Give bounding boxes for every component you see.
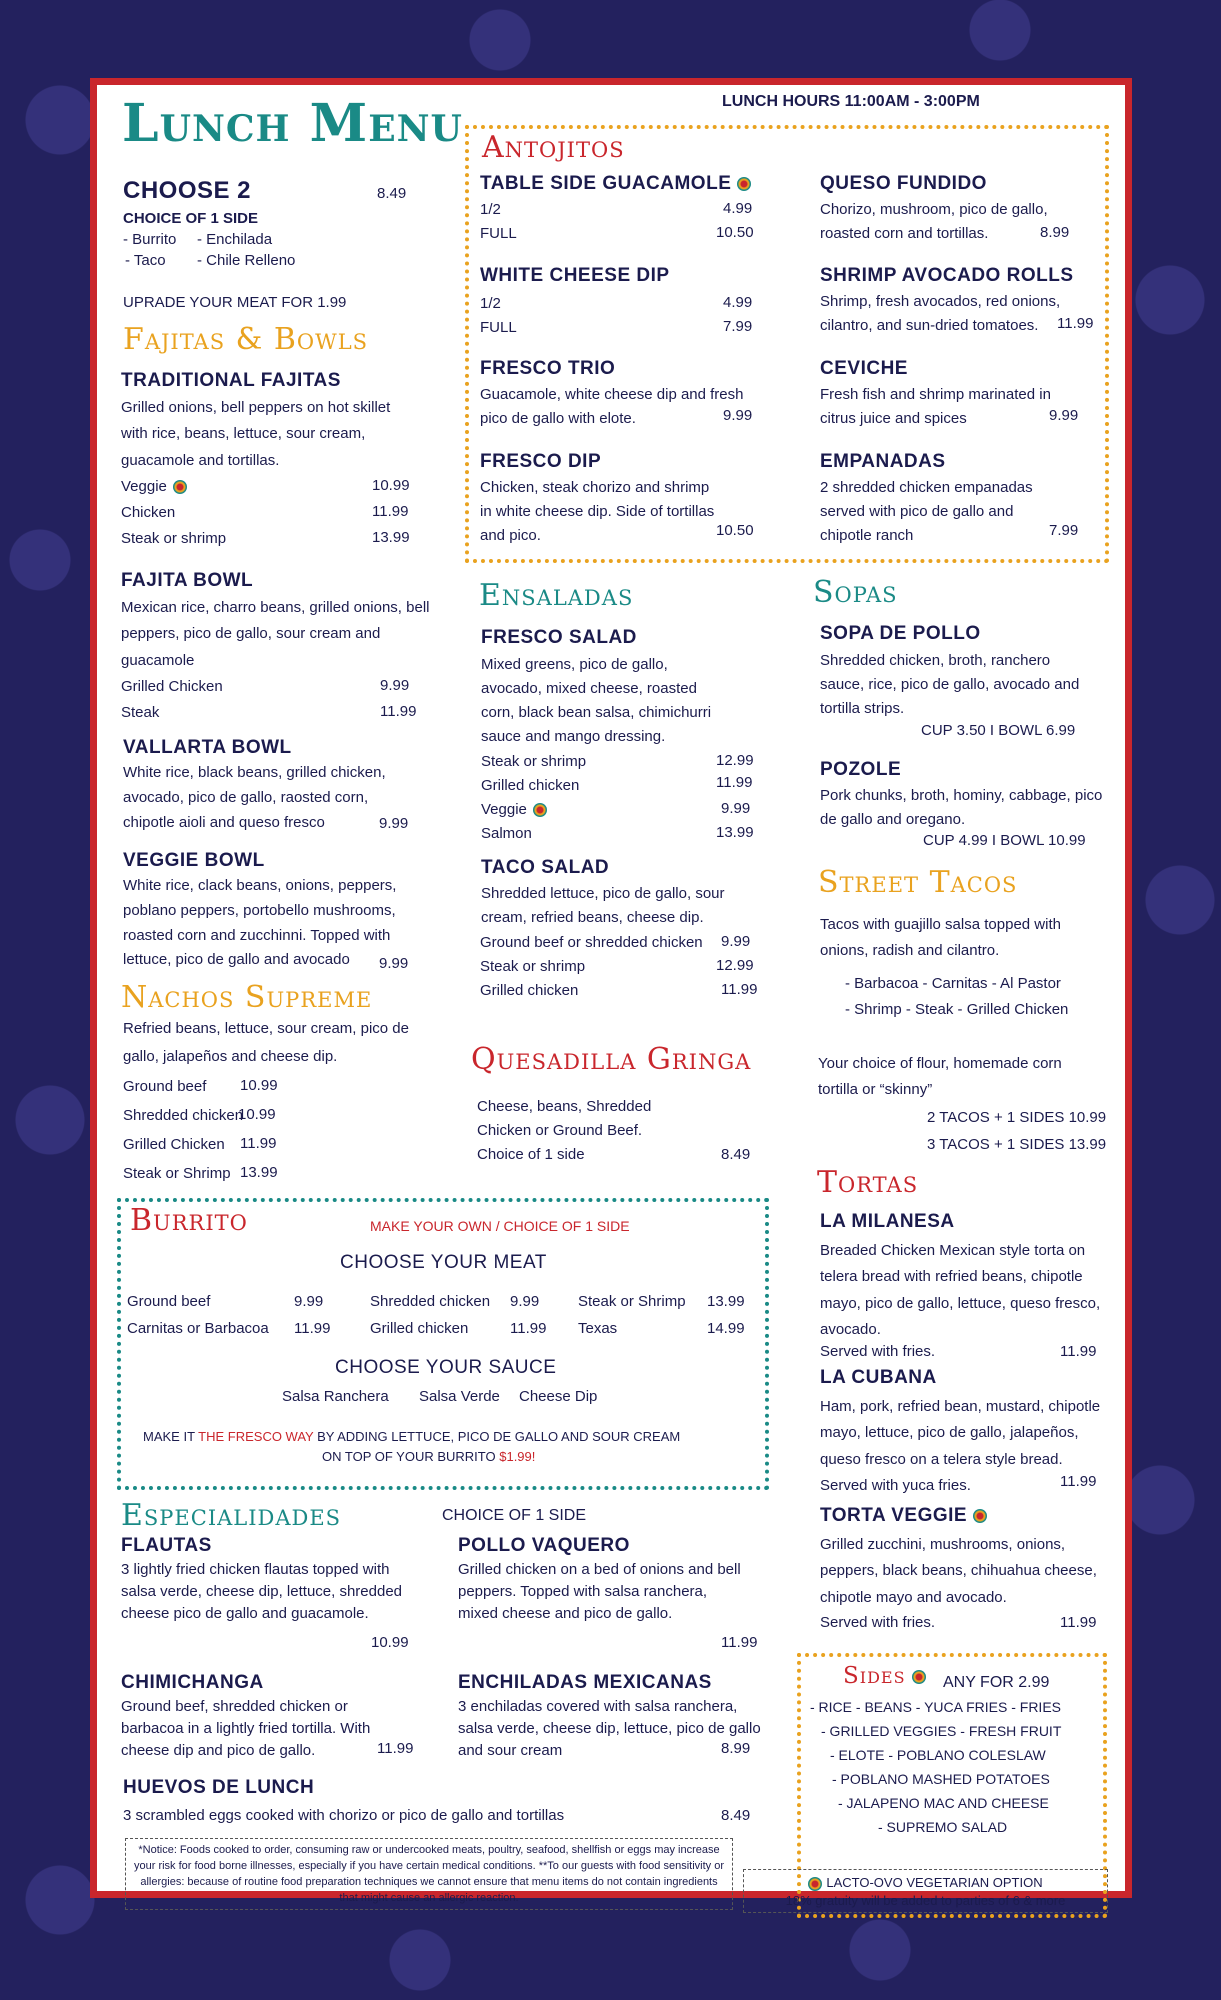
item-price: 8.49 xyxy=(721,1807,751,1824)
item-price: 10.50 xyxy=(716,522,754,539)
meat-label: Carnitas or Barbacoa xyxy=(127,1320,269,1337)
gratuity-note: 18% gratuity will be added to parties of 6 & more xyxy=(785,1892,1066,1908)
option-price: 10.99 xyxy=(238,1106,276,1123)
option-price: 12.99 xyxy=(716,957,754,974)
item-name: TORTA VEGGIE xyxy=(820,1505,987,1527)
option-price: 12.99 xyxy=(716,752,754,769)
taco-options: - Barbacoa - Carnitas - Al Pastor xyxy=(845,975,1061,992)
option-label: 1/2 xyxy=(480,295,501,312)
option-label: Shredded chicken xyxy=(123,1107,244,1124)
veggie-icon xyxy=(533,803,547,817)
side-option: - POBLANO MASHED POTATOES xyxy=(832,1771,1050,1787)
option-price: 11.99 xyxy=(716,774,753,791)
option-label: Steak or shrimp xyxy=(481,753,587,770)
option-label: FULL xyxy=(480,319,517,336)
meat-label: Shredded chicken xyxy=(370,1293,491,1310)
item-name: QUESO FUNDIDO xyxy=(820,173,987,194)
item-desc: Grilled onions, bell peppers on hot skillet with rice, beans, lettuce, sour cream, guacamole and tortillas. xyxy=(121,399,391,469)
meat-price: 11.99 xyxy=(510,1320,547,1337)
lunch-hours: LUNCH HOURS 11:00AM - 3:00PM xyxy=(722,93,980,110)
menu-card xyxy=(90,78,1132,1908)
item-name: ENCHILADAS MEXICANAS xyxy=(458,1672,712,1693)
item-desc: Guacamole, white cheese dip and fresh pico de gallo with elote. xyxy=(480,386,744,427)
option-label: 1/2 xyxy=(480,201,501,218)
option-label: Ground beef xyxy=(123,1078,207,1095)
item-desc: Ham, pork, refried bean, mustard, chipotle mayo, lettuce, pico de gallo, jalapeños, queso fresco on a telera style bread. Served with yuca fries. xyxy=(820,1398,1101,1494)
option-price: 7.99 xyxy=(723,318,753,335)
option-price: 9.99 xyxy=(721,933,751,950)
choose2-opt: - Taco xyxy=(125,252,166,269)
taco-options: - Shrimp - Steak - Grilled Chicken xyxy=(845,1001,1069,1018)
item-price: 11.99 xyxy=(1060,1473,1097,1490)
burrito-section-title: Burrito xyxy=(130,1203,248,1238)
item-price: 8.99 xyxy=(721,1740,751,1757)
item-name: TABLE SIDE GUACAMOLE xyxy=(480,173,751,195)
side-option: - GRILLED VEGGIES - FRESH FRUIT xyxy=(821,1723,1062,1739)
item-price: 8.49 xyxy=(721,1146,751,1163)
item-desc: Shrimp, fresh avocados, red onions, cilantro, and sun-dried tomatoes. xyxy=(820,293,1061,334)
item-name: FRESCO SALAD xyxy=(481,627,637,648)
option-price: 10.50 xyxy=(716,224,754,241)
option-price: 13.99 xyxy=(240,1164,278,1181)
item-desc: Chorizo, mushroom, pico de gallo, roasted corn and tortillas. xyxy=(820,201,1048,242)
meat-price: 9.99 xyxy=(294,1293,324,1310)
option-price: 9.99 xyxy=(380,677,410,694)
option-label: FULL xyxy=(480,225,517,242)
item-name: FAJITA BOWL xyxy=(121,570,254,591)
fresco-way-note: ON TOP OF YOUR BURRITO $1.99! xyxy=(322,1449,536,1464)
veggie-icon xyxy=(808,1877,822,1891)
item-desc: Cheese, beans, Shredded Chicken or Ground Beef. xyxy=(477,1098,652,1139)
option-label: Steak xyxy=(121,704,160,721)
item-price: 9.99 xyxy=(379,955,409,972)
item-desc: Grilled chicken on a bed of onions and bell peppers. Topped with salsa ranchera, mixed cheese and pico de gallo. xyxy=(458,1561,741,1622)
choose-sauce-heading: CHOOSE YOUR SAUCE xyxy=(335,1357,557,1378)
item-side: Served with fries. xyxy=(820,1614,936,1631)
item-name: WHITE CHEESE DIP xyxy=(480,265,670,286)
side-option: - SUPREMO SALAD xyxy=(878,1819,1008,1835)
fresco-way-note: MAKE IT THE FRESCO WAY BY ADDING LETTUCE, PICO DE GALLO AND SOUR CREAM xyxy=(143,1429,681,1444)
item-name: SHRIMP AVOCADO ROLLS xyxy=(820,265,1074,286)
choose-meat-heading: CHOOSE YOUR MEAT xyxy=(340,1252,547,1273)
item-name: VALLARTA BOWL xyxy=(123,737,292,758)
option-price: 10.99 xyxy=(240,1077,278,1094)
vegetarian-note-box xyxy=(743,1869,1108,1913)
item-price: 3 TACOS + 1 SIDES 13.99 xyxy=(927,1136,1107,1153)
sides-price: ANY FOR 2.99 xyxy=(943,1674,1050,1691)
item-price: 7.99 xyxy=(1049,522,1079,539)
meat-price: 13.99 xyxy=(707,1293,745,1310)
item-name: LA CUBANA xyxy=(820,1367,937,1388)
item-price: 9.99 xyxy=(379,815,409,832)
item-side: Choice of 1 side xyxy=(477,1146,585,1163)
item-desc: Mixed greens, pico de gallo, avocado, mixed cheese, roasted corn, black bean salsa, chimichurri sauce and mango dressing. xyxy=(481,656,712,745)
option-label: Chicken xyxy=(121,504,176,521)
item-desc: Shredded lettuce, pico de gallo, sour cream, refried beans, cheese dip. xyxy=(481,885,725,926)
option-price: 11.99 xyxy=(372,503,409,520)
nachos-section-title: Nachos Supreme xyxy=(121,980,373,1015)
meat-label: Steak or Shrimp xyxy=(578,1293,686,1310)
item-desc: 3 scrambled eggs cooked with chorizo or pico de gallo and tortillas xyxy=(123,1807,565,1824)
item-price: 8.99 xyxy=(1040,224,1070,241)
item-desc: Breaded Chicken Mexican style torta on telera bread with refried beans, chipotle mayo, pico de gallo, lettuce, queso fresco, avocado. xyxy=(820,1242,1101,1338)
tacos-section-title: Street Tacos xyxy=(818,865,1018,900)
item-name: CEVICHE xyxy=(820,358,908,379)
item-desc: Grilled zucchini, mushrooms, onions, peppers, black beans, chihuahua cheese, chipotle mayo and avocado. xyxy=(820,1536,1097,1606)
choose2-opt: - Enchilada xyxy=(197,231,273,248)
sauce-option: Salsa Verde xyxy=(419,1388,500,1405)
veggie-icon xyxy=(173,480,187,494)
option-label: Steak or shrimp xyxy=(480,958,586,975)
choose2-price: 8.49 xyxy=(377,185,407,202)
tortilla-choice: Your choice of flour, homemade corn tortilla or “skinny” xyxy=(818,1055,1062,1099)
sides-section-title: Sides xyxy=(843,1663,926,1689)
antojitos-section-title: Antojitos xyxy=(482,130,625,165)
choose2-opt: - Chile Relleno xyxy=(197,252,296,269)
sopas-section-title: Sopas xyxy=(813,575,898,610)
item-price: 11.99 xyxy=(1060,1343,1097,1360)
item-desc: 2 shredded chicken empanadas served with pico de gallo and chipotle ranch xyxy=(820,479,1033,544)
option-price: 13.99 xyxy=(372,529,410,546)
option-price: 11.99 xyxy=(380,703,417,720)
meat-price: 11.99 xyxy=(294,1320,331,1337)
item-desc: 3 enchiladas covered with salsa ranchera, salsa verde, cheese dip, lettuce, pico de gallo and sour cream xyxy=(458,1698,761,1759)
option-label: Grilled Chicken xyxy=(121,678,223,695)
item-desc: Fresh fish and shrimp marinated in citrus juice and spices xyxy=(820,386,1051,427)
item-name: POLLO VAQUERO xyxy=(458,1535,630,1556)
quesadilla-section-title: Quesadilla Gringa xyxy=(471,1042,752,1077)
item-price: CUP 3.50 I BOWL 6.99 xyxy=(921,722,1076,739)
sauce-option: Cheese Dip xyxy=(519,1388,598,1405)
option-price: 11.99 xyxy=(240,1135,277,1152)
fajitas-section-title: Fajitas & Bowls xyxy=(123,322,369,357)
item-desc: Refried beans, lettuce, sour cream, pico de gallo, jalapeños and cheese dip. xyxy=(123,1020,409,1065)
item-price: 10.99 xyxy=(371,1634,409,1651)
choice-of-side: CHOICE OF 1 SIDE xyxy=(442,1507,587,1524)
item-desc: Ground beef, shredded chicken or barbacoa in a lightly fried tortilla. With cheese dip and pico de gallo. xyxy=(121,1698,371,1759)
side-option: - ELOTE - POBLANO COLESLAW xyxy=(830,1747,1046,1763)
item-name: TACO SALAD xyxy=(481,857,610,878)
option-price: 11.99 xyxy=(721,981,758,998)
item-desc: Shredded chicken, broth, ranchero sauce, rice, pico de gallo, avocado and tortilla strips. xyxy=(820,652,1080,717)
item-name: HUEVOS DE LUNCH xyxy=(123,1777,315,1798)
item-name: SOPA DE POLLO xyxy=(820,623,981,644)
item-desc: Tacos with guajillo salsa topped with onions, radish and cilantro. xyxy=(820,916,1061,960)
upgrade-note: UPRADE YOUR MEAT FOR 1.99 xyxy=(123,294,347,311)
veggie-icon xyxy=(973,1509,987,1523)
item-desc: Chicken, steak chorizo and shrimp in white cheese dip. Side of tortillas and pico. xyxy=(480,479,715,544)
option-label: Grilled Chicken xyxy=(123,1136,225,1153)
item-name: LA MILANESA xyxy=(820,1211,955,1232)
option-price: 9.99 xyxy=(721,800,751,817)
item-name: FRESCO TRIO xyxy=(480,358,616,379)
burrito-subtitle: MAKE YOUR OWN / CHOICE OF 1 SIDE xyxy=(370,1218,630,1234)
especialidades-section-title: Especialidades xyxy=(121,1498,342,1533)
option-label: Salmon xyxy=(481,825,532,842)
option-label: Veggie xyxy=(121,475,187,498)
item-name: EMPANADAS xyxy=(820,451,946,472)
option-price: 10.99 xyxy=(372,477,410,494)
option-label: Grilled chicken xyxy=(481,777,580,794)
option-label: Steak or shrimp xyxy=(121,530,227,547)
item-name: FLAUTAS xyxy=(121,1535,212,1556)
item-desc: White rice, clack beans, onions, peppers, poblano peppers, portobello mushrooms, roasted corn and zucchinni. Topped with lettuce, pico de gallo and avocado xyxy=(123,877,397,969)
option-price: 4.99 xyxy=(723,294,753,311)
ensaladas-section-title: Ensaladas xyxy=(479,578,634,613)
meat-price: 14.99 xyxy=(707,1320,745,1337)
item-name: CHIMICHANGA xyxy=(121,1672,264,1693)
veggie-icon xyxy=(737,177,751,191)
option-label: Ground beef or shredded chicken xyxy=(480,934,703,951)
item-price: 11.99 xyxy=(377,1740,414,1757)
item-price: CUP 4.99 I BOWL 10.99 xyxy=(923,832,1086,849)
meat-label: Grilled chicken xyxy=(370,1320,469,1337)
item-name: TRADITIONAL FAJITAS xyxy=(121,370,341,391)
item-desc: Pork chunks, broth, hominy, cabbage, pico de gallo and oregano. xyxy=(820,787,1103,828)
item-name: VEGGIE BOWL xyxy=(123,850,265,871)
side-option: - JALAPENO MAC AND CHEESE xyxy=(838,1795,1049,1811)
option-label: Veggie xyxy=(481,798,547,821)
item-desc: White rice, black beans, grilled chicken, avocado, pico de gallo, raosted corn, chipotle aioli and queso fresco xyxy=(123,764,386,831)
veggie-icon xyxy=(912,1670,926,1684)
item-side: Served with fries. xyxy=(820,1343,936,1360)
side-option: - RICE - BEANS - YUCA FRIES - FRIES xyxy=(810,1699,1062,1715)
choose2-opt: - Burrito xyxy=(123,231,177,248)
option-label: Steak or Shrimp xyxy=(123,1165,231,1182)
item-price: 11.99 xyxy=(1057,315,1094,332)
meat-label: Ground beef xyxy=(127,1293,211,1310)
item-name: FRESCO DIP xyxy=(480,451,602,472)
option-price: 4.99 xyxy=(723,200,753,217)
item-desc: Mexican rice, charro beans, grilled onions, bell peppers, pico de gallo, sour cream and guacamole xyxy=(121,599,430,669)
item-desc: 3 lightly fried chicken flautas topped with salsa verde, cheese dip, lettuce, shredded cheese pico de gallo and guacamole. xyxy=(121,1561,403,1622)
menu-title: Lunch Menu xyxy=(122,93,463,154)
item-price: 9.99 xyxy=(723,407,753,424)
tortas-section-title: Tortas xyxy=(817,1165,919,1200)
meat-label: Texas xyxy=(578,1320,618,1337)
item-price: 2 TACOS + 1 SIDES 10.99 xyxy=(927,1109,1107,1126)
sauce-option: Salsa Ranchera xyxy=(282,1388,389,1405)
option-price: 13.99 xyxy=(716,824,754,841)
item-price: 11.99 xyxy=(721,1634,758,1651)
meat-price: 9.99 xyxy=(510,1293,540,1310)
item-price: 9.99 xyxy=(1049,407,1079,424)
item-price: 11.99 xyxy=(1060,1614,1097,1631)
option-label: Grilled chicken xyxy=(480,982,579,999)
allergy-notice: *Notice: Foods cooked to order, consuming raw or undercooked meats, poultry, seafood, shellfish or eggs may increase your risk for food borne illnesses, especially if you have certain medical conditions. **To our guests with food sensitivity or allergies: because of routine food preparation techniques we cannot ensure that menu items do not contain ingredients that might cause an allergic reaction. xyxy=(125,1838,733,1910)
vegetarian-note: LACTO-OVO VEGETARIAN OPTION xyxy=(750,1874,1101,1892)
choose2-title: CHOOSE 2 xyxy=(123,177,252,204)
choose2-side: CHOICE OF 1 SIDE xyxy=(123,210,259,227)
item-name: POZOLE xyxy=(820,759,902,780)
